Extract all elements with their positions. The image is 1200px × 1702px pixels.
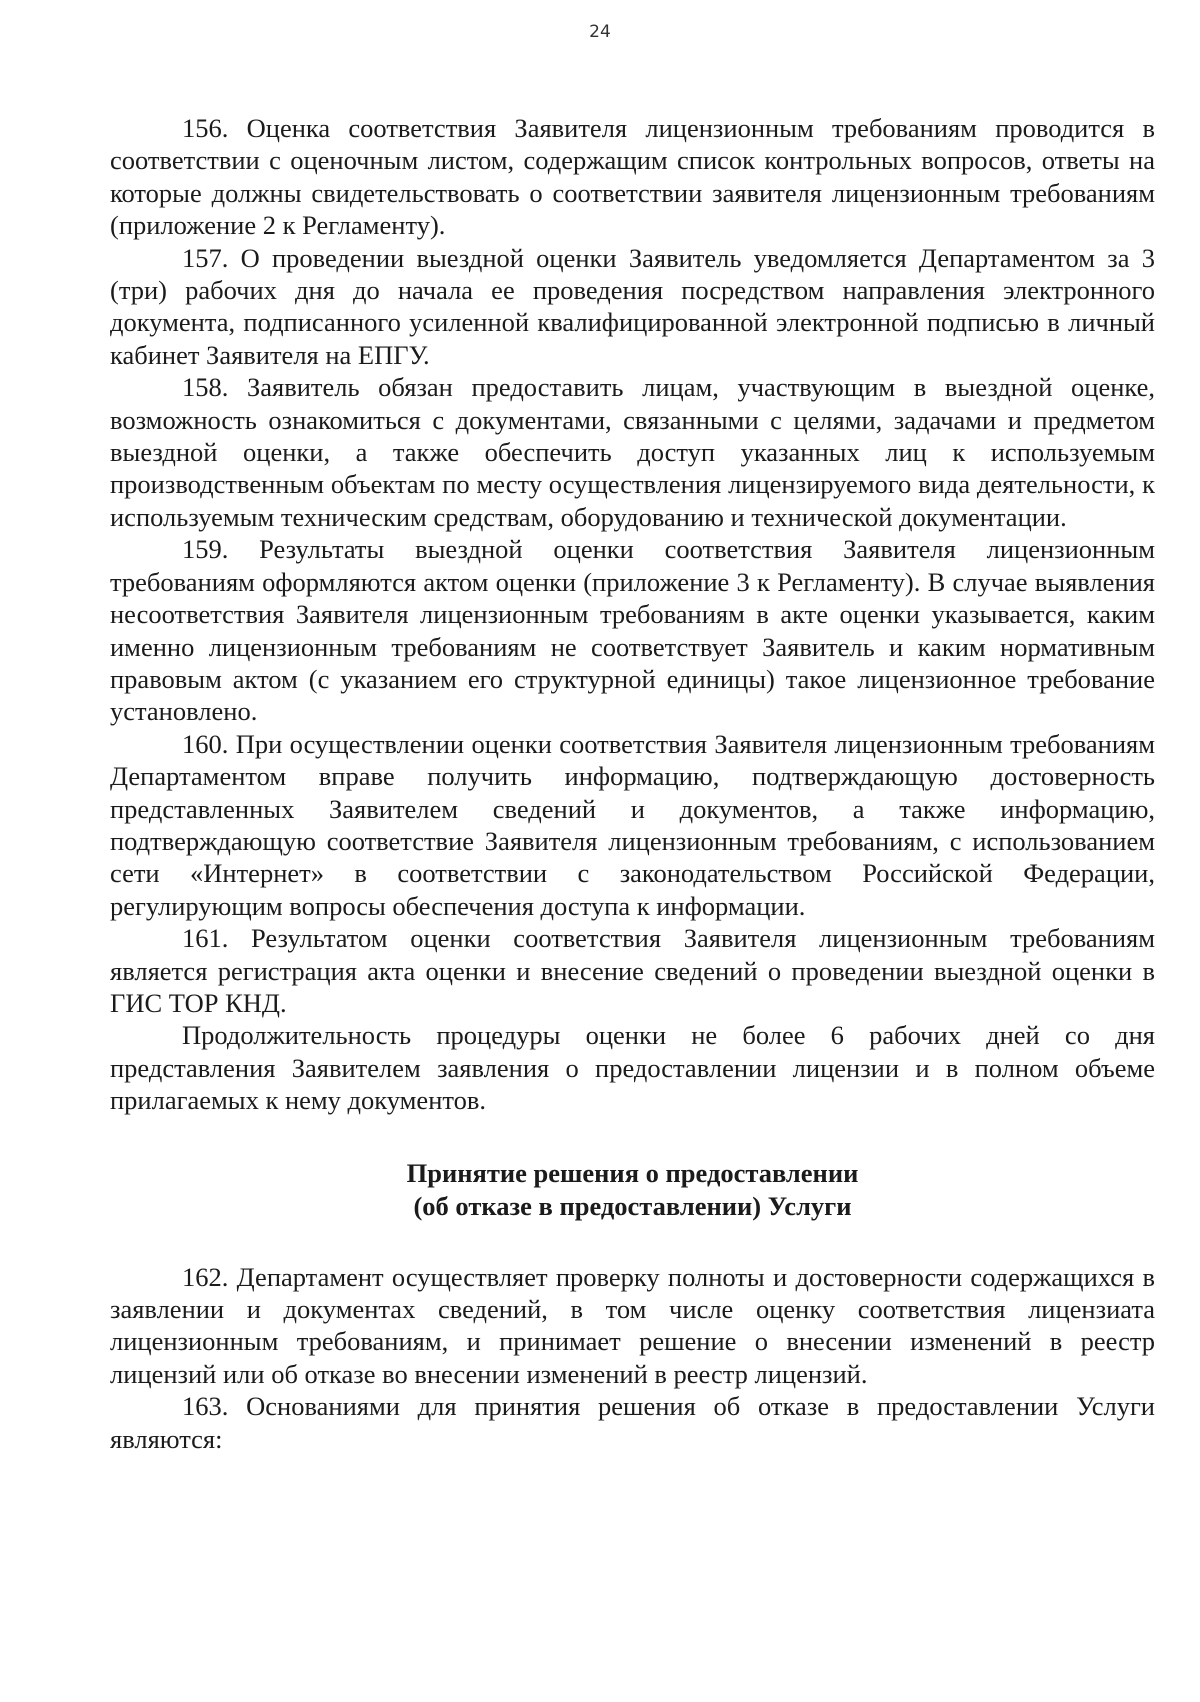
paragraph-156: 156. Оценка соответствия Заявителя лицензионным требованиям проводится в соответствии с оценочным листом, содержащим список контрольных вопросов, ответы на которые должны свидетельствовать о соответствии заявителя лицензионным требованиям (приложение 2 к Регламенту). bbox=[110, 113, 1155, 241]
paragraph-161: 161. Результатом оценки соответствия Заявителя лицензионным требованиям является регистрация акта оценки и внесение сведений о проведении выездной оценки в ГИС ТОР КНД. bbox=[110, 923, 1155, 1018]
paragraph-duration: Продолжительность процедуры оценки не более 6 рабочих дней со дня представления Заявителем заявления о предоставлении лицензии и в полном объеме прилагаемых к нему документов. bbox=[110, 1020, 1155, 1116]
section-heading-line-2: (об отказе в предоставлении) Услуги bbox=[413, 1190, 852, 1221]
section-heading-line-1: Принятие решения о предоставлении bbox=[406, 1157, 859, 1188]
paragraph-163: 163. Основаниями для принятия решения об отказе в предоставлении Услуги являются: bbox=[110, 1391, 1155, 1454]
document-body bbox=[110, 112, 1155, 1455]
paragraph-160: 160. При осуществлении оценки соответствия Заявителя лицензионным требованиям Департаментом вправе получить информацию, подтверждающую достоверность представленных Заявителем сведений и документов, а также информацию, подтверждающую соответствие Заявителя лицензионным требованиям, с использованием сети «Интернет» в соответствии с законодательством Российской Федерации, регулирующим вопросы обеспечения доступа к информации. bbox=[110, 728, 1155, 921]
paragraph-162: 162. Департамент осуществляет проверку полноты и достоверности содержащихся в заявлении и документах сведений, в том числе оценку соответствия лицензиата лицензионным требованиям, и принимает решение о внесении изменений в реестр лицензий или об отказе во внесении изменений в реестр лицензий. bbox=[110, 1261, 1155, 1389]
section-heading bbox=[110, 1157, 1155, 1223]
paragraph-158: 158. Заявитель обязан предоставить лицам, участвующим в выездной оценке, возможность ознакомиться с документами, связанными с целями, задачами и предметом выездной оценки, а также обеспечить доступ указанных лиц к используемым производственным объектам по месту осуществления лицензируемого вида деятельности, к используемым техническим средствам, оборудованию и технической документации. bbox=[110, 372, 1155, 532]
paragraph-159: 159. Результаты выездной оценки соответствия Заявителя лицензионным требованиям оформляются актом оценки (приложение 3 к Регламенту). В случае выявления несоответствия Заявителя лицензионным требованиям в акте оценки указывается, каким именно лицензионным требованиям не соответствует Заявитель и каким нормативным правовым актом (с указанием его структурной единицы) такое лицензионное требование установлено. bbox=[110, 534, 1155, 727]
paragraph-157: 157. О проведении выездной оценки Заявитель уведомляется Департаментом за 3 (три) рабочих дня до начала ее проведения посредством направления электронного документа, подписанного усиленной квалифицированной электронной подписью в личный кабинет Заявителя на ЕПГУ. bbox=[110, 242, 1155, 370]
page-number: 24 bbox=[589, 22, 611, 42]
